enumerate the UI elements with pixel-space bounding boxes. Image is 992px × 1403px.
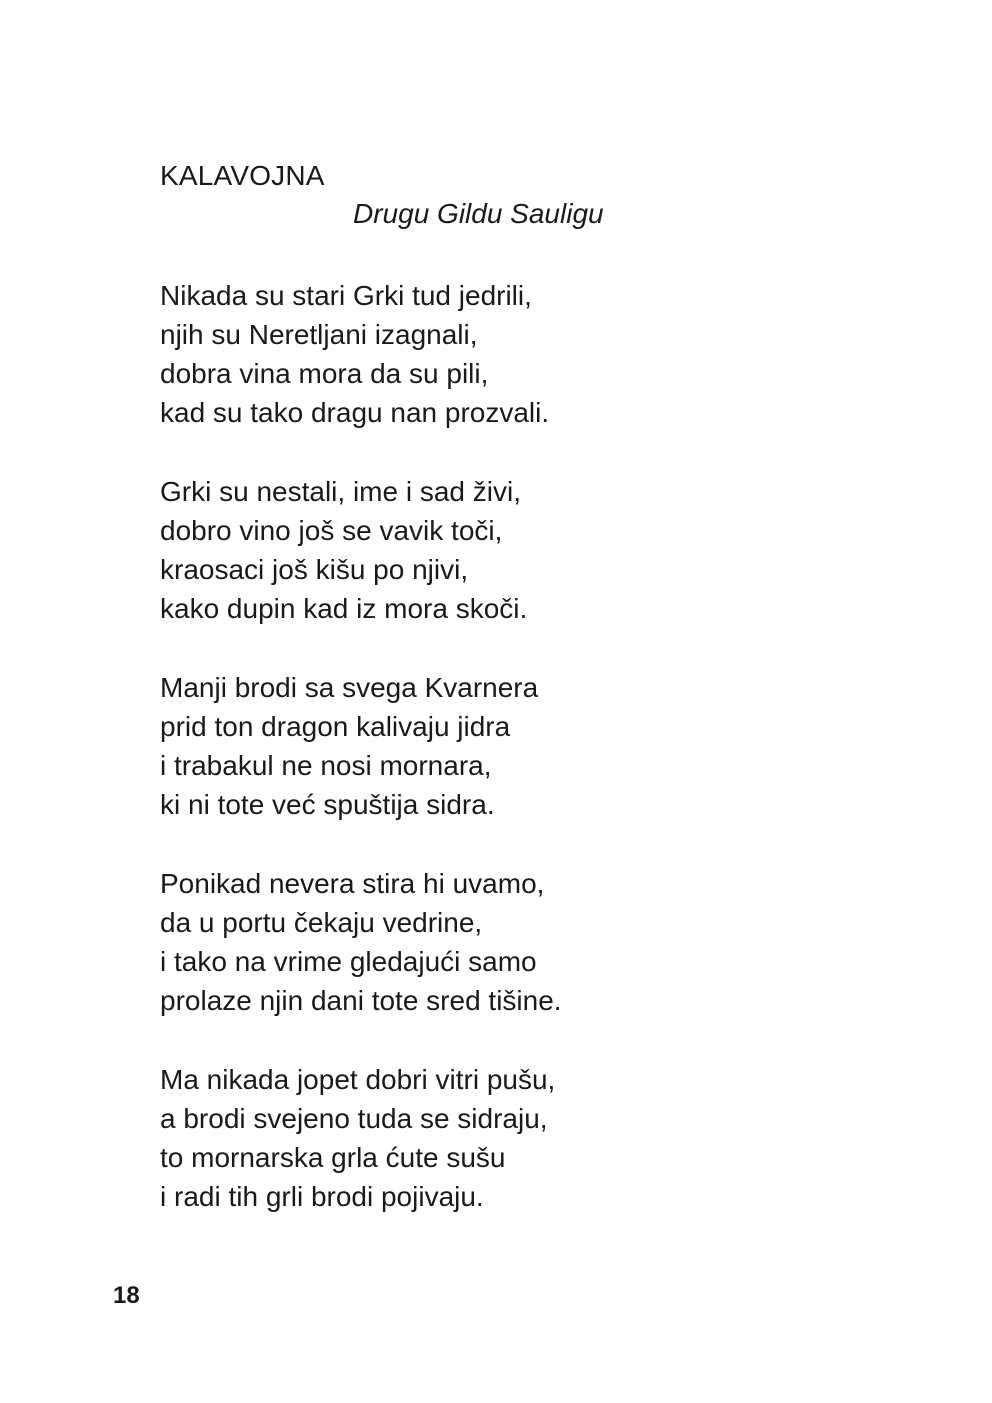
poem-line: to mornarska grla ćute sušu — [160, 1142, 506, 1173]
stanza — [160, 276, 549, 432]
poem-line: dobra vina mora da su pili, — [160, 358, 489, 389]
poem-line: i trabakul ne nosi mornara, — [160, 750, 492, 781]
poem-line: da u portu čekaju vedrine, — [160, 907, 483, 938]
poem-line: njih su Neretljani izagnali, — [160, 319, 478, 350]
poem-line: a brodi svejeno tuda se sidraju, — [160, 1103, 548, 1134]
stanza — [160, 472, 527, 628]
poem-dedication: Drugu Gildu Sauligu — [353, 198, 604, 229]
poem-line: Ma nikada jopet dobri vitri pušu, — [160, 1064, 556, 1095]
page-number: 18 — [113, 1282, 140, 1309]
poem-line: Manji brodi sa svega Kvarnera — [160, 672, 539, 703]
poem-line: i tako na vrime gledajući samo — [160, 946, 537, 977]
poem-line: kraosaci još kišu po njivi, — [160, 554, 469, 585]
stanza — [160, 1060, 555, 1216]
stanza — [160, 864, 562, 1020]
poem-line: Grki su nestali, ime i sad živi, — [160, 476, 521, 507]
poem-line: Ponikad nevera stira hi uvamo, — [160, 868, 545, 899]
poem-line: kad su tako dragu nan prozvali. — [160, 397, 550, 428]
poem-line: kako dupin kad iz mora skoči. — [160, 593, 528, 624]
stanza — [160, 668, 538, 824]
poem-line: prolaze njin dani tote sred tišine. — [160, 985, 562, 1016]
poem-line: prid ton dragon kalivaju jidra — [160, 711, 511, 742]
poem-line: ki ni tote već spuštija sidra. — [160, 789, 495, 820]
poem-line: dobro vino još se vavik toči, — [160, 515, 503, 546]
poem-line: i radi tih grli brodi pojivaju. — [160, 1181, 484, 1212]
poem-title: KALAVOJNA — [160, 160, 325, 191]
poem-line: Nikada su stari Grki tud jedrili, — [160, 280, 532, 311]
